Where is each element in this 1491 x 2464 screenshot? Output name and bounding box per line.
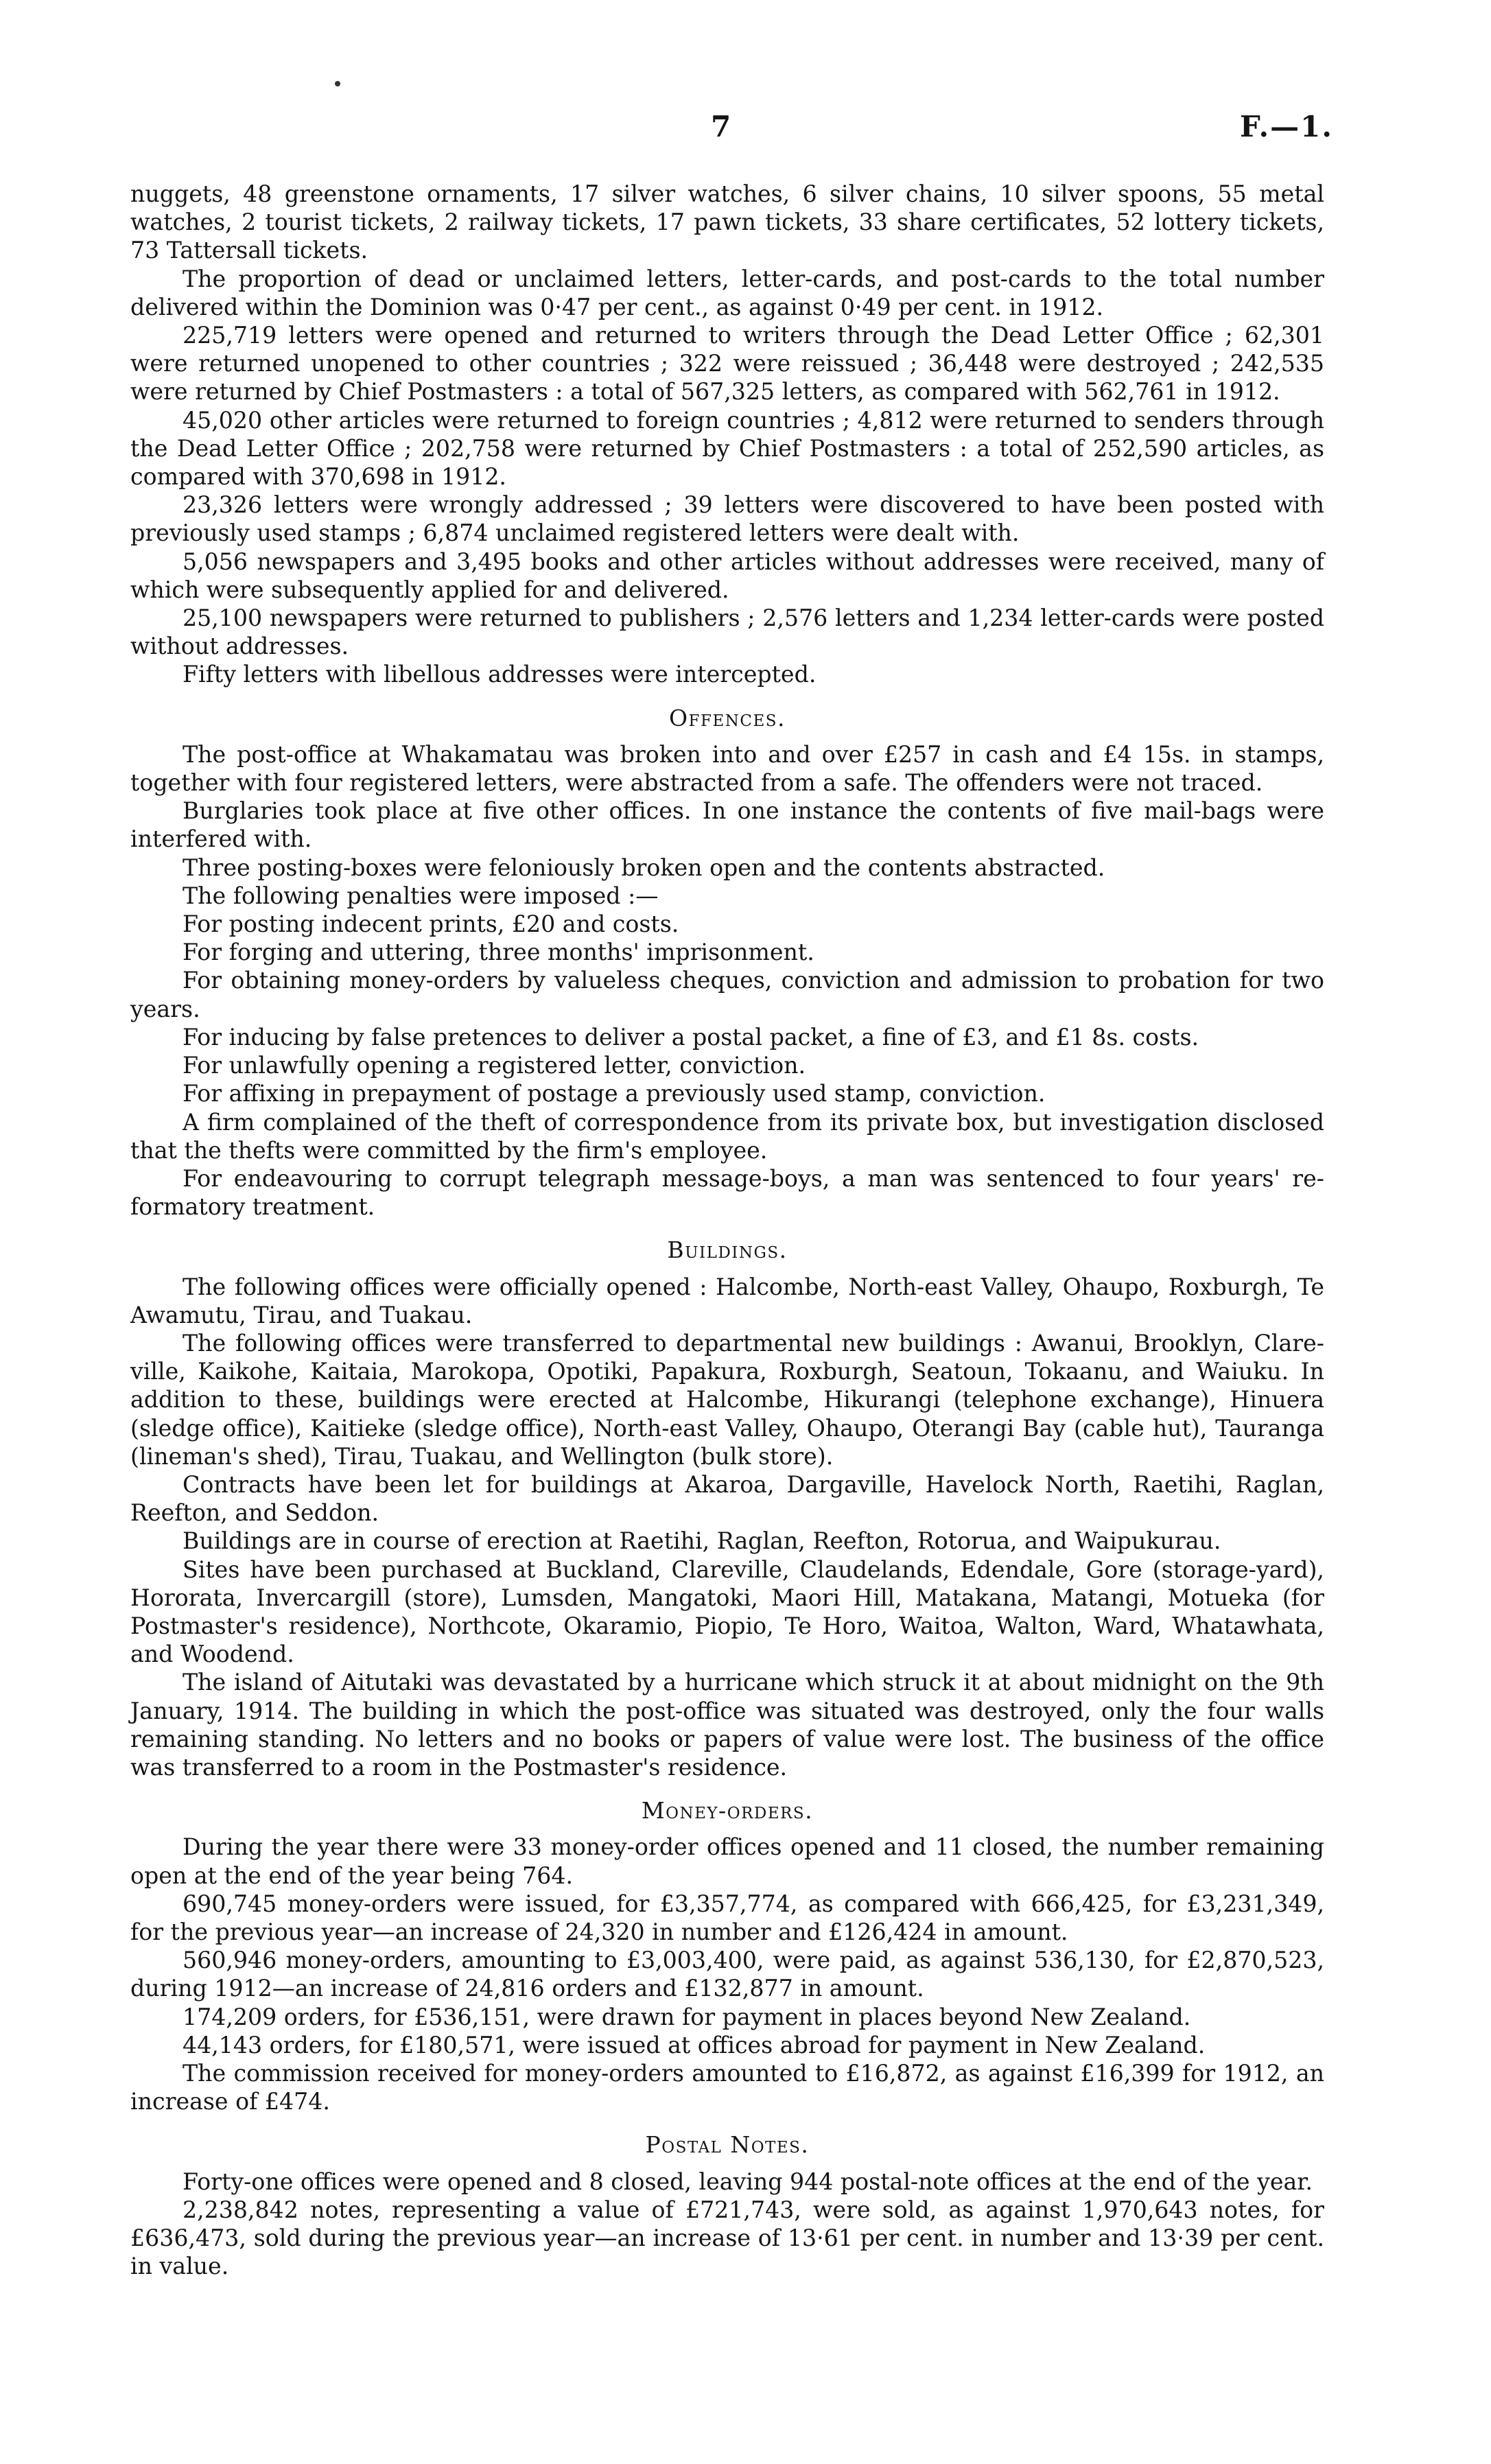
paragraph: Sites have been purchased at Buckland, Clareville, Claudelands, Edendale, Gore (storage-yard), Hororata, Invercargill (store), Lumsden, Mangatoki, Maori Hill, Matakana, Matangi, Motueka (for Postmaster's residence), Northcote, Okaramio, Piopio, Te Horo, Waitoa, Walton, Ward, Whatawhata, and Woodend. [130,1556,1324,1668]
paragraph: For affixing in prepayment of postage a previously used stamp, conviction. [183,1080,1046,1107]
paragraph: For forging and uttering, three months' imprisonment. [183,939,814,966]
paragraph: For endeavouring to corrupt telegraph message-boys, a man was sentenced to four years' re-formatory treatment. [130,1164,1324,1221]
paragraph: The following penalties were imposed :— [183,882,659,909]
paragraph: For inducing by false pretences to deliver a postal packet, a fine of £3, and £1 8s. costs. [183,1023,1199,1051]
paragraph: Forty-one offices were opened and 8 closed, leaving 944 postal-note offices at the end of the year. [183,2168,1313,2195]
paragraph: Three posting-boxes were feloniously broken open and the contents abstracted. [183,854,1105,881]
print-mark [335,81,340,86]
paragraph: The post-office at Whakamatau was broken into and over £257 in cash and £4 15s. in stamps, together with four registered letters, were abstracted from a safe. The offenders were not traced. [130,740,1324,797]
paragraph: 560,946 money-orders, amounting to £3,003,400, were paid, as against 536,130, for £2,870,523, during 1912—an increase of 24,816 orders and £132,877 in amount. [130,1947,1324,2002]
paragraph: Buildings are in course of erection at Raetihi, Raglan, Reefton, Rotorua, and Waipukurau. [183,1527,1221,1555]
paragraph: Fifty letters with libellous addresses were intercepted. [183,661,817,688]
paragraph: The commission received for money-orders amounted to £16,872, as against £16,399 for 1912, an increase of £474. [130,2060,1324,2115]
paragraph: 5,056 newspapers and 3,495 books and other articles without addresses were received, many of which were subsequently applied for and delivered. [130,548,1324,603]
paragraph: For obtaining money-orders by valueless cheques, conviction and admission to probation for two years. [130,967,1324,1022]
paragraph: A firm complained of the theft of correspondence from its private box, but investigation disclosed that the thefts were committed by the firm's employee. [130,1108,1324,1164]
paragraph: The proportion of dead or unclaimed letters, letter-cards, and post-cards to the total number delivered within the Dominion was 0·47 per cent., as against 0·49 per cent. in 1912. [130,265,1324,320]
paragraph: 25,100 newspapers were returned to publishers ; 2,576 letters and 1,234 letter-cards were posted without addresses. [130,605,1324,660]
paragraph: 23,326 letters were wrongly addressed ; 39 letters were discovered to have been posted with previously used stamps ; 6,874 unclaimed registered letters were dealt with. [130,491,1324,547]
paragraph: During the year there were 33 money-order offices opened and 11 closed, the number remaining open at the end of the year being 764. [130,1833,1324,1889]
paragraph: nuggets, 48 greenstone ornaments, 17 silver watches, 6 silver chains, 10 silver spoons, 55 metal watches, 2 tourist tickets, 2 railway tickets, 17 pawn tickets, 33 share certificates, 52 lottery tickets, 73 Tattersall tickets. [130,180,1324,264]
section-heading-offences: Offences. [668,704,786,731]
paragraph: 174,209 orders, for £536,151, were drawn for payment in places beyond New Zealand. [183,2003,1191,2030]
page-header [0,110,1491,151]
paragraph: The following offices were transferred to departmental new buildings : Awanui, Brooklyn, Clare-ville, Kaikohe, Kaitaia, Marokopa, Opotiki, Papakura, Roxburgh, Seatoun, Tokaanu, and Waiuku. In addition to these, buildings were erected at Halcombe, Hikurangi (telephone exchange), Hinuera (sledge office), Kaitieke (sledge office), North-east Valley, Ohaupo, Oterangi Bay (cable hut), Tauranga (lineman's shed), Tirau, Tuakau, and Wellington (bulk store). [130,1329,1324,1470]
paragraph: Contracts have been let for buildings at Akaroa, Dargaville, Havelock North, Raetihi, Raglan, Reefton, and Seddon. [130,1470,1324,1527]
page-number: 7 [711,110,731,143]
paragraph: 690,745 money-orders were issued, for £3,357,774, as compared with 666,425, for £3,231,349, for the previous year—an increase of 24,320 in number and £126,424 in amount. [130,1890,1324,1945]
section-heading-postal-notes: Postal Notes. [645,2131,810,2159]
section-heading-money-orders: Money-orders. [641,1797,814,1824]
page-body [130,180,1324,2280]
paragraph: For unlawfully opening a registered letter, conviction. [183,1052,806,1079]
paragraph: 44,143 orders, for £180,571, were issued at offices abroad for payment in New Zealand. [183,2031,1206,2058]
paragraph: 45,020 other articles were returned to foreign countries ; 4,812 were returned to senders through the Dead Letter Office ; 202,758 were returned by Chief Postmasters : a total of 252,590 articles, as compared with 370,698 in 1912. [130,406,1324,491]
paragraph: For posting indecent prints, £20 and costs. [183,911,679,938]
paragraph: The following offices were officially opened : Halcombe, North-east Valley, Ohaupo, Roxburgh, Te Awamutu, Tirau, and Tuakau. [130,1273,1324,1328]
section-heading-buildings: Buildings. [667,1236,788,1264]
paragraph: The island of Aitutaki was devastated by a hurricane which struck it at about midnight on the 9th January, 1914. The building in which the post-office was situated was destroyed, only the four walls remaining standing. No letters and no books or papers of value were lost. The business of the office was transferred to a room in the Postmaster's residence. [130,1669,1324,1781]
paragraph: 2,238,842 notes, representing a value of £721,743, were sold, as against 1,970,643 notes, for £636,473, sold during the previous year—an increase of 13·61 per cent. in number and 13·39 per cent. in value. [130,2196,1324,2280]
paragraph: Burglaries took place at five other offices. In one instance the contents of five mail-bags were interfered with. [130,797,1324,853]
paragraph: 225,719 letters were opened and returned to writers through the Dead Letter Office ; 62,301 were returned unopened to other countries ; 322 were reissued ; 36,448 were destroyed ; 242,535 were returned by Chief Postmasters : a total of 567,325 letters, as compared with 562,761 in 1912. [130,322,1324,406]
document-reference: F.—1. [1239,110,1333,143]
